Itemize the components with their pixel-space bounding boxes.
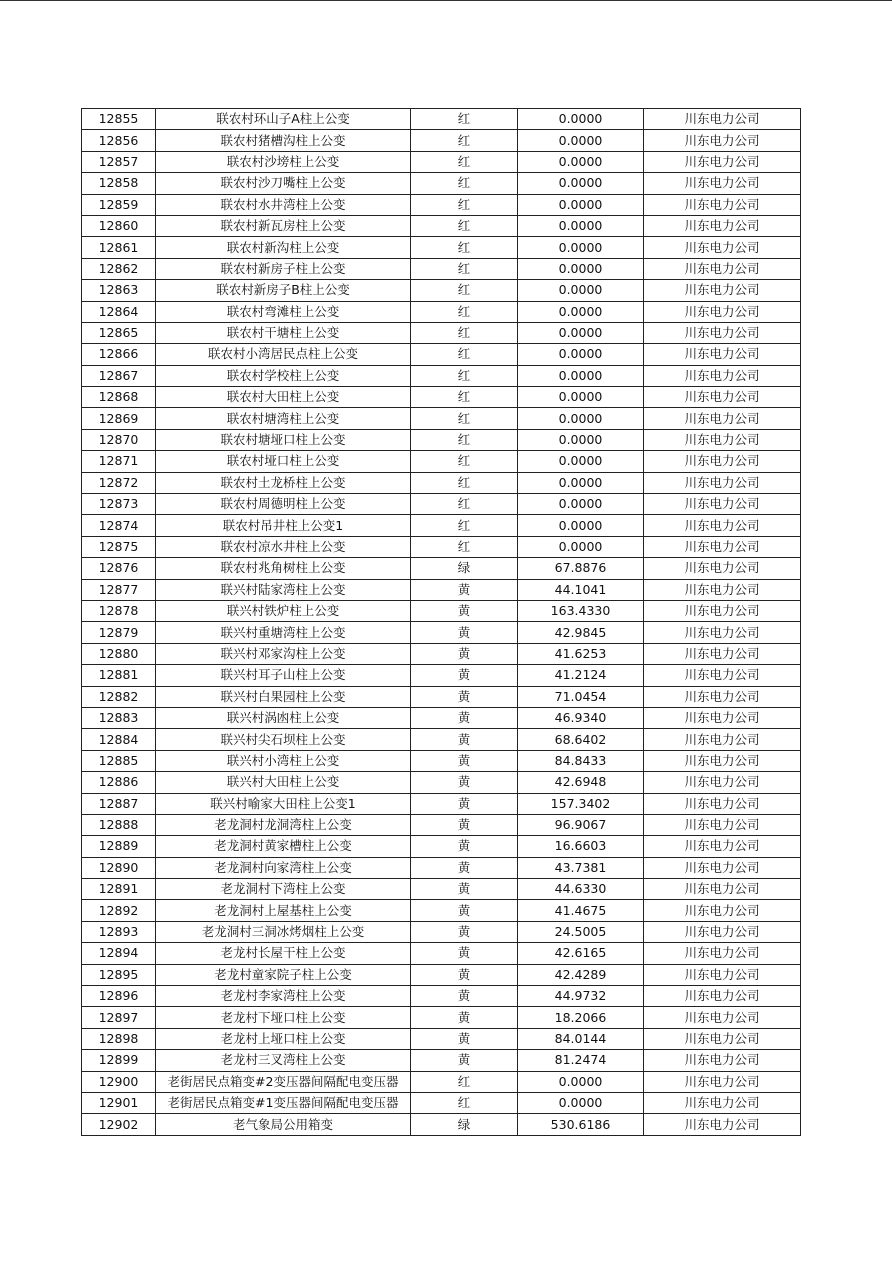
- status-color-cell: 黄: [411, 793, 518, 814]
- table-row: [82, 344, 801, 365]
- row-id-cell: 12862: [82, 258, 156, 279]
- company-cell: 川东电力公司: [644, 665, 801, 686]
- row-id-cell: 12859: [82, 194, 156, 215]
- transformer-name-cell: 联农村干塘柱上公变: [156, 322, 411, 343]
- value-cell: 0.0000: [518, 258, 644, 279]
- row-id-cell: 12889: [82, 836, 156, 857]
- status-color-cell: 红: [411, 151, 518, 172]
- status-color-cell: 红: [411, 408, 518, 429]
- company-cell: 川东电力公司: [644, 729, 801, 750]
- transformer-name-cell: 老龙村李家湾柱上公变: [156, 986, 411, 1007]
- company-cell: 川东电力公司: [644, 280, 801, 301]
- table-row: [82, 515, 801, 536]
- table-row: [82, 750, 801, 771]
- row-id-cell: 12883: [82, 707, 156, 728]
- company-cell: 川东电力公司: [644, 494, 801, 515]
- company-cell: 川东电力公司: [644, 643, 801, 664]
- value-cell: 84.0144: [518, 1028, 644, 1049]
- transformer-name-cell: 老龙村下垭口柱上公变: [156, 1007, 411, 1028]
- company-cell: 川东电力公司: [644, 879, 801, 900]
- table-row: [82, 558, 801, 579]
- company-cell: 川东电力公司: [644, 258, 801, 279]
- status-color-cell: 黄: [411, 943, 518, 964]
- row-id-cell: 12867: [82, 365, 156, 386]
- value-cell: 0.0000: [518, 301, 644, 322]
- status-color-cell: 红: [411, 536, 518, 557]
- company-cell: 川东电力公司: [644, 173, 801, 194]
- company-cell: 川东电力公司: [644, 943, 801, 964]
- table-row: [82, 408, 801, 429]
- company-cell: 川东电力公司: [644, 921, 801, 942]
- transformer-name-cell: 联农村学校柱上公变: [156, 365, 411, 386]
- transformer-name-cell: 联农村周德明柱上公变: [156, 494, 411, 515]
- status-color-cell: 红: [411, 472, 518, 493]
- table-row: [82, 109, 801, 130]
- value-cell: 18.2066: [518, 1007, 644, 1028]
- company-cell: 川东电力公司: [644, 686, 801, 707]
- row-id-cell: 12863: [82, 280, 156, 301]
- status-color-cell: 红: [411, 194, 518, 215]
- row-id-cell: 12882: [82, 686, 156, 707]
- value-cell: 43.7381: [518, 857, 644, 878]
- table-row: [82, 1050, 801, 1071]
- row-id-cell: 12869: [82, 408, 156, 429]
- row-id-cell: 12881: [82, 665, 156, 686]
- row-id-cell: 12891: [82, 879, 156, 900]
- table-row: [82, 194, 801, 215]
- value-cell: 0.0000: [518, 536, 644, 557]
- value-cell: 81.2474: [518, 1050, 644, 1071]
- company-cell: 川东电力公司: [644, 472, 801, 493]
- status-color-cell: 红: [411, 173, 518, 194]
- page-top-border: [0, 0, 892, 1]
- value-cell: 0.0000: [518, 194, 644, 215]
- status-color-cell: 黄: [411, 600, 518, 621]
- status-color-cell: 红: [411, 301, 518, 322]
- value-cell: 0.0000: [518, 151, 644, 172]
- transformer-name-cell: 老龙洞村上屋基柱上公变: [156, 900, 411, 921]
- company-cell: 川东电力公司: [644, 429, 801, 450]
- transformer-name-cell: 老气象局公用箱变: [156, 1114, 411, 1135]
- company-cell: 川东电力公司: [644, 600, 801, 621]
- status-color-cell: 黄: [411, 1028, 518, 1049]
- row-id-cell: 12886: [82, 772, 156, 793]
- company-cell: 川东电力公司: [644, 707, 801, 728]
- row-id-cell: 12885: [82, 750, 156, 771]
- row-id-cell: 12856: [82, 130, 156, 151]
- transformer-name-cell: 联农村小湾居民点柱上公变: [156, 344, 411, 365]
- table-row: [82, 772, 801, 793]
- value-cell: 0.0000: [518, 429, 644, 450]
- status-color-cell: 红: [411, 515, 518, 536]
- value-cell: 96.9067: [518, 814, 644, 835]
- company-cell: 川东电力公司: [644, 964, 801, 985]
- status-color-cell: 黄: [411, 729, 518, 750]
- status-color-cell: 黄: [411, 750, 518, 771]
- value-cell: 68.6402: [518, 729, 644, 750]
- row-id-cell: 12872: [82, 472, 156, 493]
- company-cell: 川东电力公司: [644, 1071, 801, 1092]
- transformer-name-cell: 联兴村小湾柱上公变: [156, 750, 411, 771]
- value-cell: 16.6603: [518, 836, 644, 857]
- table-row: [82, 1071, 801, 1092]
- value-cell: 0.0000: [518, 365, 644, 386]
- status-color-cell: 红: [411, 215, 518, 236]
- row-id-cell: 12865: [82, 322, 156, 343]
- transformer-name-cell: 联农村水井湾柱上公变: [156, 194, 411, 215]
- status-color-cell: 黄: [411, 643, 518, 664]
- status-color-cell: 黄: [411, 836, 518, 857]
- row-id-cell: 12858: [82, 173, 156, 194]
- transformer-name-cell: 联农村环山子A柱上公变: [156, 109, 411, 130]
- value-cell: 42.6948: [518, 772, 644, 793]
- status-color-cell: 黄: [411, 1007, 518, 1028]
- value-cell: 46.9340: [518, 707, 644, 728]
- table-row: [82, 472, 801, 493]
- row-id-cell: 12898: [82, 1028, 156, 1049]
- table-row: [82, 729, 801, 750]
- status-color-cell: 黄: [411, 665, 518, 686]
- company-cell: 川东电力公司: [644, 814, 801, 835]
- status-color-cell: 黄: [411, 686, 518, 707]
- transformer-table: [81, 108, 801, 1136]
- value-cell: 0.0000: [518, 1092, 644, 1113]
- company-cell: 川东电力公司: [644, 750, 801, 771]
- value-cell: 0.0000: [518, 215, 644, 236]
- row-id-cell: 12892: [82, 900, 156, 921]
- row-id-cell: 12861: [82, 237, 156, 258]
- table-row: [82, 836, 801, 857]
- row-id-cell: 12890: [82, 857, 156, 878]
- transformer-name-cell: 联农村新房子柱上公变: [156, 258, 411, 279]
- row-id-cell: 12894: [82, 943, 156, 964]
- status-color-cell: 红: [411, 322, 518, 343]
- transformer-name-cell: 联农村塘垭口柱上公变: [156, 429, 411, 450]
- table-row: [82, 322, 801, 343]
- value-cell: 0.0000: [518, 173, 644, 194]
- row-id-cell: 12901: [82, 1092, 156, 1113]
- row-id-cell: 12876: [82, 558, 156, 579]
- company-cell: 川东电力公司: [644, 515, 801, 536]
- status-color-cell: 红: [411, 365, 518, 386]
- transformer-name-cell: 联农村垭口柱上公变: [156, 451, 411, 472]
- row-id-cell: 12879: [82, 622, 156, 643]
- status-color-cell: 黄: [411, 964, 518, 985]
- value-cell: 0.0000: [518, 494, 644, 515]
- status-color-cell: 黄: [411, 879, 518, 900]
- value-cell: 0.0000: [518, 109, 644, 130]
- row-id-cell: 12878: [82, 600, 156, 621]
- table-row: [82, 1007, 801, 1028]
- table-row: [82, 643, 801, 664]
- value-cell: 157.3402: [518, 793, 644, 814]
- table-row: [82, 1114, 801, 1135]
- transformer-name-cell: 联兴村邓家沟柱上公变: [156, 643, 411, 664]
- transformer-name-cell: 联农村新瓦房柱上公变: [156, 215, 411, 236]
- company-cell: 川东电力公司: [644, 215, 801, 236]
- row-id-cell: 12860: [82, 215, 156, 236]
- table-row: [82, 986, 801, 1007]
- value-cell: 44.1041: [518, 579, 644, 600]
- transformer-name-cell: 联农村沙塝柱上公变: [156, 151, 411, 172]
- transformer-name-cell: 老龙洞村龙洞湾柱上公变: [156, 814, 411, 835]
- row-id-cell: 12857: [82, 151, 156, 172]
- transformer-name-cell: 联兴村重塘湾柱上公变: [156, 622, 411, 643]
- table-row: [82, 857, 801, 878]
- value-cell: 0.0000: [518, 451, 644, 472]
- value-cell: 41.6253: [518, 643, 644, 664]
- company-cell: 川东电力公司: [644, 1007, 801, 1028]
- company-cell: 川东电力公司: [644, 451, 801, 472]
- value-cell: 41.2124: [518, 665, 644, 686]
- status-color-cell: 红: [411, 387, 518, 408]
- value-cell: 44.6330: [518, 879, 644, 900]
- status-color-cell: 黄: [411, 857, 518, 878]
- table-row: [82, 707, 801, 728]
- value-cell: 42.6165: [518, 943, 644, 964]
- company-cell: 川东电力公司: [644, 365, 801, 386]
- company-cell: 川东电力公司: [644, 130, 801, 151]
- table-row: [82, 622, 801, 643]
- table-row: [82, 686, 801, 707]
- transformer-name-cell: 联兴村耳子山柱上公变: [156, 665, 411, 686]
- row-id-cell: 12899: [82, 1050, 156, 1071]
- table-row: [82, 258, 801, 279]
- company-cell: 川东电力公司: [644, 151, 801, 172]
- table-row: [82, 365, 801, 386]
- status-color-cell: 黄: [411, 579, 518, 600]
- value-cell: 163.4330: [518, 600, 644, 621]
- row-id-cell: 12873: [82, 494, 156, 515]
- transformer-name-cell: 老龙村长屋干柱上公变: [156, 943, 411, 964]
- company-cell: 川东电力公司: [644, 772, 801, 793]
- value-cell: 0.0000: [518, 515, 644, 536]
- company-cell: 川东电力公司: [644, 836, 801, 857]
- status-color-cell: 黄: [411, 921, 518, 942]
- row-id-cell: 12884: [82, 729, 156, 750]
- status-color-cell: 黄: [411, 900, 518, 921]
- company-cell: 川东电力公司: [644, 1028, 801, 1049]
- company-cell: 川东电力公司: [644, 387, 801, 408]
- company-cell: 川东电力公司: [644, 344, 801, 365]
- company-cell: 川东电力公司: [644, 301, 801, 322]
- transformer-name-cell: 老龙村上垭口柱上公变: [156, 1028, 411, 1049]
- row-id-cell: 12875: [82, 536, 156, 557]
- transformer-name-cell: 联农村凉水井柱上公变: [156, 536, 411, 557]
- transformer-name-cell: 联农村猪槽沟柱上公变: [156, 130, 411, 151]
- row-id-cell: 12877: [82, 579, 156, 600]
- company-cell: 川东电力公司: [644, 986, 801, 1007]
- value-cell: 0.0000: [518, 237, 644, 258]
- row-id-cell: 12897: [82, 1007, 156, 1028]
- value-cell: 0.0000: [518, 130, 644, 151]
- table-row: [82, 451, 801, 472]
- status-color-cell: 黄: [411, 1050, 518, 1071]
- value-cell: 24.5005: [518, 921, 644, 942]
- status-color-cell: 黄: [411, 814, 518, 835]
- row-id-cell: 12887: [82, 793, 156, 814]
- table-row: [82, 280, 801, 301]
- status-color-cell: 红: [411, 1071, 518, 1092]
- value-cell: 42.4289: [518, 964, 644, 985]
- company-cell: 川东电力公司: [644, 536, 801, 557]
- table-row: [82, 600, 801, 621]
- row-id-cell: 12900: [82, 1071, 156, 1092]
- transformer-name-cell: 联农村弯滩柱上公变: [156, 301, 411, 322]
- transformer-name-cell: 联兴村陆家湾柱上公变: [156, 579, 411, 600]
- value-cell: 0.0000: [518, 280, 644, 301]
- transformer-name-cell: 老龙村童家院子柱上公变: [156, 964, 411, 985]
- value-cell: 0.0000: [518, 408, 644, 429]
- status-color-cell: 红: [411, 237, 518, 258]
- company-cell: 川东电力公司: [644, 857, 801, 878]
- table-row: [82, 237, 801, 258]
- table-row: [82, 429, 801, 450]
- row-id-cell: 12868: [82, 387, 156, 408]
- row-id-cell: 12880: [82, 643, 156, 664]
- status-color-cell: 红: [411, 429, 518, 450]
- status-color-cell: 红: [411, 451, 518, 472]
- table-row: [82, 879, 801, 900]
- row-id-cell: 12871: [82, 451, 156, 472]
- value-cell: 67.8876: [518, 558, 644, 579]
- status-color-cell: 红: [411, 1092, 518, 1113]
- transformer-name-cell: 老龙村三叉湾柱上公变: [156, 1050, 411, 1071]
- value-cell: 44.9732: [518, 986, 644, 1007]
- status-color-cell: 红: [411, 258, 518, 279]
- table-row: [82, 579, 801, 600]
- value-cell: 0.0000: [518, 387, 644, 408]
- table-row: [82, 964, 801, 985]
- table-row: [82, 387, 801, 408]
- value-cell: 0.0000: [518, 322, 644, 343]
- status-color-cell: 红: [411, 109, 518, 130]
- company-cell: 川东电力公司: [644, 237, 801, 258]
- transformer-name-cell: 联农村新房子B柱上公变: [156, 280, 411, 301]
- value-cell: 0.0000: [518, 344, 644, 365]
- company-cell: 川东电力公司: [644, 194, 801, 215]
- row-id-cell: 12888: [82, 814, 156, 835]
- table-row: [82, 921, 801, 942]
- status-color-cell: 红: [411, 494, 518, 515]
- status-color-cell: 绿: [411, 558, 518, 579]
- value-cell: 84.8433: [518, 750, 644, 771]
- status-color-cell: 红: [411, 280, 518, 301]
- transformer-name-cell: 老龙洞村黄家槽柱上公变: [156, 836, 411, 857]
- value-cell: 71.0454: [518, 686, 644, 707]
- transformer-name-cell: 老街居民点箱变#1变压器间隔配电变压器: [156, 1092, 411, 1113]
- table-body: [82, 109, 801, 1136]
- company-cell: 川东电力公司: [644, 579, 801, 600]
- value-cell: 0.0000: [518, 472, 644, 493]
- row-id-cell: 12855: [82, 109, 156, 130]
- row-id-cell: 12864: [82, 301, 156, 322]
- company-cell: 川东电力公司: [644, 793, 801, 814]
- company-cell: 川东电力公司: [644, 558, 801, 579]
- transformer-name-cell: 联兴村喻家大田柱上公变1: [156, 793, 411, 814]
- status-color-cell: 黄: [411, 986, 518, 1007]
- table-row: [82, 1028, 801, 1049]
- transformer-name-cell: 联兴村涡凼柱上公变: [156, 707, 411, 728]
- transformer-name-cell: 联农村塘湾柱上公变: [156, 408, 411, 429]
- table-row: [82, 494, 801, 515]
- table-row: [82, 151, 801, 172]
- value-cell: 42.9845: [518, 622, 644, 643]
- company-cell: 川东电力公司: [644, 1114, 801, 1135]
- table-row: [82, 130, 801, 151]
- row-id-cell: 12896: [82, 986, 156, 1007]
- company-cell: 川东电力公司: [644, 900, 801, 921]
- transformer-name-cell: 联兴村白果园柱上公变: [156, 686, 411, 707]
- table-row: [82, 1092, 801, 1113]
- transformer-name-cell: 老龙洞村下湾柱上公变: [156, 879, 411, 900]
- transformer-name-cell: 联农村新沟柱上公变: [156, 237, 411, 258]
- row-id-cell: 12895: [82, 964, 156, 985]
- transformer-name-cell: 老龙洞村向家湾柱上公变: [156, 857, 411, 878]
- value-cell: 0.0000: [518, 1071, 644, 1092]
- transformer-name-cell: 联兴村大田柱上公变: [156, 772, 411, 793]
- status-color-cell: 黄: [411, 707, 518, 728]
- status-color-cell: 红: [411, 130, 518, 151]
- transformer-name-cell: 联农村吊井柱上公变1: [156, 515, 411, 536]
- transformer-name-cell: 联农村沙刀嘴柱上公变: [156, 173, 411, 194]
- table-row: [82, 215, 801, 236]
- row-id-cell: 12874: [82, 515, 156, 536]
- table-row: [82, 793, 801, 814]
- row-id-cell: 12866: [82, 344, 156, 365]
- company-cell: 川东电力公司: [644, 1050, 801, 1071]
- table-row: [82, 173, 801, 194]
- table-row: [82, 301, 801, 322]
- value-cell: 41.4675: [518, 900, 644, 921]
- status-color-cell: 黄: [411, 622, 518, 643]
- table-row: [82, 900, 801, 921]
- company-cell: 川东电力公司: [644, 322, 801, 343]
- transformer-name-cell: 老街居民点箱变#2变压器间隔配电变压器: [156, 1071, 411, 1092]
- value-cell: 530.6186: [518, 1114, 644, 1135]
- company-cell: 川东电力公司: [644, 1092, 801, 1113]
- status-color-cell: 绿: [411, 1114, 518, 1135]
- transformer-name-cell: 联兴村尖石坝柱上公变: [156, 729, 411, 750]
- transformer-name-cell: 联农村土龙桥柱上公变: [156, 472, 411, 493]
- table-row: [82, 943, 801, 964]
- transformer-name-cell: 联兴村铁炉柱上公变: [156, 600, 411, 621]
- row-id-cell: 12870: [82, 429, 156, 450]
- status-color-cell: 红: [411, 344, 518, 365]
- transformer-name-cell: 老龙洞村三洞冰烤烟柱上公变: [156, 921, 411, 942]
- company-cell: 川东电力公司: [644, 109, 801, 130]
- company-cell: 川东电力公司: [644, 622, 801, 643]
- row-id-cell: 12893: [82, 921, 156, 942]
- transformer-name-cell: 联农村大田柱上公变: [156, 387, 411, 408]
- table-row: [82, 536, 801, 557]
- row-id-cell: 12902: [82, 1114, 156, 1135]
- transformer-name-cell: 联农村兆角树柱上公变: [156, 558, 411, 579]
- table-row: [82, 665, 801, 686]
- table-row: [82, 814, 801, 835]
- company-cell: 川东电力公司: [644, 408, 801, 429]
- status-color-cell: 黄: [411, 772, 518, 793]
